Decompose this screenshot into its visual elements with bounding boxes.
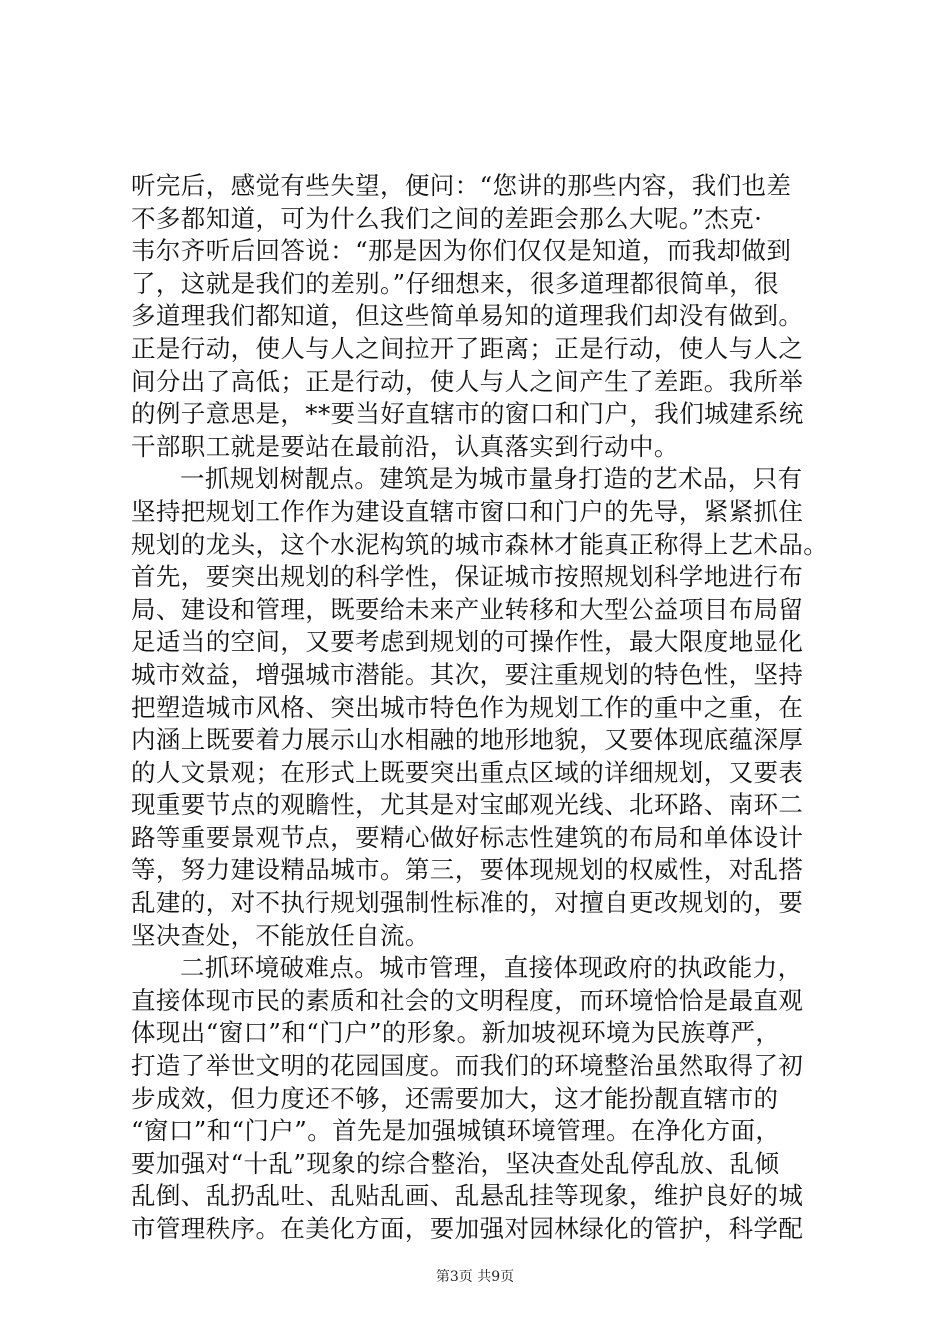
text-line: 二抓环境破难点。城市管理，直接体现政府的执政能力， — [180, 953, 803, 983]
text-line: 打造了举世文明的花园国度。而我们的环境整治虽然取得了初 — [131, 1051, 804, 1081]
text-line: “窗口”和“门户”。首先是加强城镇环境管理。在净化方面， — [131, 1116, 781, 1146]
text-line: 局、建设和管理，既要给未来产业转移和大型公益项目布局留 — [131, 594, 804, 624]
text-line: 足适当的空间，又要考虑到规划的可操作性，最大限度地显化 — [131, 627, 804, 657]
text-line: 内涵上既要着力展示山水相融的地形地貌，又要体现底蕴深厚 — [131, 725, 804, 755]
page-footer — [0, 1267, 950, 1287]
text-line: 坚持把规划工作作为建设直辖市窗口和门户的先导，紧紧抓住 — [131, 496, 804, 526]
text-line: 直接体现市民的素质和社会的文明程度，而环境恰恰是最直观 — [131, 985, 804, 1015]
text-line: 韦尔齐听后回答说：“那是因为你们仅仅是知道，而我却做到 — [131, 236, 792, 266]
document-body — [131, 170, 831, 1246]
text-line: 干部职工就是要站在最前沿，认真落实到行动中。 — [131, 431, 679, 461]
text-line: 乱建的，对不执行规划强制性标准的，对擅自更改规划的，要 — [131, 888, 804, 918]
text-line: 路等重要景观节点，要精心做好标志性建筑的布局和单体设计 — [131, 822, 804, 852]
text-line: 的例子意思是，**要当好直辖市的窗口和门户，我们城建系统 — [131, 399, 804, 429]
text-line: 听完后，感觉有些失望，便问：“您讲的那些内容，我们也差 — [131, 171, 792, 200]
text-line: 要加强对“十乱”现象的综合整治，坚决查处乱停乱放、乱倾 — [131, 1148, 780, 1178]
text-line: 城市效益，增强城市潜能。其次，要注重规划的特色性，坚持 — [131, 659, 804, 689]
text-line: 市管理秩序。在美化方面，要加强对园林绿化的管护，科学配 — [131, 1214, 804, 1243]
text-line: 乱倒、乱扔乱吐、乱贴乱画、乱悬乱挂等现象，维护良好的城 — [131, 1181, 804, 1211]
text-line: 把塑造城市风格、突出城市特色作为规划工作的重中之重，在 — [131, 692, 804, 722]
text-line: 一抓规划树靓点。建筑是为城市量身打造的艺术品，只有 — [180, 464, 803, 494]
text-line: 了，这就是我们的差别。”仔细想来，很多道理都很简单，很 — [131, 268, 780, 298]
text-line: 规划的龙头，这个水泥构筑的城市森林才能真正称得上艺术品。 — [131, 529, 829, 559]
text-line: 坚决查处，不能放任自流。 — [131, 920, 430, 950]
text-line: 正是行动，使人与人之间拉开了距离；正是行动，使人与人之 — [131, 333, 804, 363]
text-line: 不多都知道，可为什么我们之间的差距会那么大呢。”杰克· — [131, 203, 763, 233]
text-line: 的人文景观；在形式上既要突出重点区域的详细规划，又要表 — [131, 757, 804, 787]
text-line: 间分出了高低；正是行动，使人与人之间产生了差距。我所举 — [131, 366, 804, 396]
text-line: 体现出“窗口”和“门户”的形象。新加坡视环境为民族尊严， — [131, 1018, 781, 1048]
text-line: 等，努力建设精品城市。第三，要体现规划的权威性，对乱搭 — [131, 855, 804, 885]
text-line: 多道理我们都知道，但这些简单易知的道理我们却没有做到。 — [131, 301, 804, 331]
page-number: 第3页 共9页 — [435, 1269, 515, 1285]
text-line: 现重要节点的观瞻性，尤其是对宝邮观光线、北环路、南环二 — [131, 790, 804, 820]
text-line: 步成效，但力度还不够，还需要加大，这才能扮靓直辖市的 — [131, 1083, 779, 1113]
text-line: 首先，要突出规划的科学性，保证城市按照规划科学地进行布 — [131, 562, 804, 592]
